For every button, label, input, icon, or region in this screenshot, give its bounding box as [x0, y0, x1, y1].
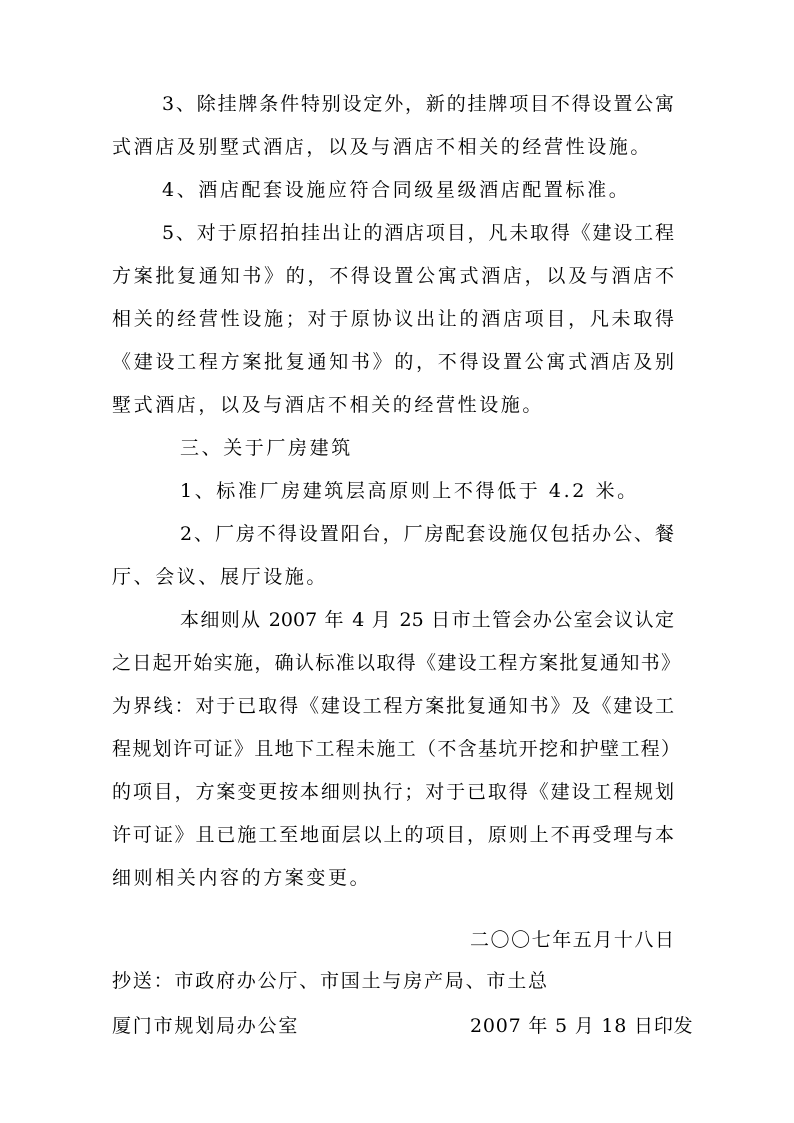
paragraph-line: 1、标准厂房建筑层高原则上不得低于 4.2 米。	[180, 480, 639, 502]
paragraph-line: 相关的经营性设施；对于原协议出让的酒店项目，凡未取得	[112, 308, 674, 330]
paragraph-line: 许可证》且已施工至地面层以上的项目，原则上不再受理与本	[112, 824, 674, 846]
paragraph-line: 的项目，方案变更按本细则执行；对于已取得《建设工程规划	[112, 781, 674, 803]
paragraph-line: 程规划许可证》且地下工程未施工（不含基坑开挖和护壁工程）	[112, 738, 680, 760]
paragraph-line: 4、酒店配套设施应符合同级星级酒店配置标准。	[162, 179, 631, 201]
paragraph-line: 厅、会议、展厅设施。	[112, 566, 329, 588]
paragraph-line: 2、厂房不得设置阳台，厂房配套设施仅包括办公、餐	[180, 523, 674, 545]
section-heading: 三、关于厂房建筑	[180, 437, 353, 459]
paragraph-line: 方案批复通知书》的，不得设置公寓式酒店，以及与酒店不	[112, 265, 674, 287]
paragraph-line: 5、对于原招拍挂出让的酒店项目，凡未取得《建设工程	[162, 222, 674, 244]
issuer: 厦门市规划局办公室	[112, 1015, 300, 1037]
cc-line: 抄送：市政府办公厅、市国土与房产局、市土总	[112, 970, 549, 992]
paragraph-line: 3、除挂牌条件特别设定外，新的挂牌项目不得设置公寓	[162, 93, 674, 115]
paragraph-line: 之日起开始实施，确认标准以取得《建设工程方案批复通知书》	[112, 652, 680, 674]
paragraph-line: 细则相关内容的方案变更。	[112, 867, 372, 889]
paragraph-line: 本细则从 2007 年 4 月 25 日市土管会办公室会议认定	[180, 609, 674, 631]
issue-date: 2007 年 5 月 18 日印发	[470, 1015, 694, 1037]
paragraph-line: 式酒店及别墅式酒店，以及与酒店不相关的经营性设施。	[112, 136, 653, 158]
paragraph-line: 《建设工程方案批复通知书》的，不得设置公寓式酒店及别	[112, 351, 674, 373]
paragraph-line: 为界线：对于已取得《建设工程方案批复通知书》及《建设工	[112, 695, 674, 717]
document-date: 二〇〇七年五月十八日	[470, 929, 674, 951]
paragraph-line: 墅式酒店，以及与酒店不相关的经营性设施。	[112, 394, 545, 416]
